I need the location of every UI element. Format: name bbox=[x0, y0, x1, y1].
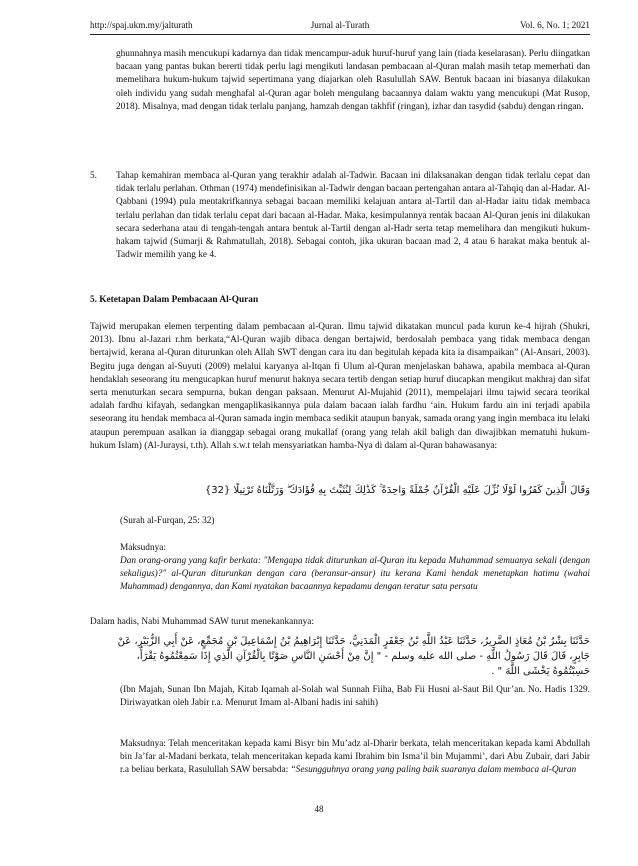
quran-verse-arabic: وَقَالَ الَّذِينَ كَفَرُوا لَوْلَا نُزِّلَ عَلَيْهِ الْقُرْآنُ جُمْلَةً وَاحِدَةً ۚ كَذَٰلِكَ لِنُثَبِّتَ بِهِ فُؤَادَكَ ۖ وَرَتَّلْنَاهُ تَرْتِيلًا {32} bbox=[204, 485, 590, 496]
page-header bbox=[90, 20, 590, 33]
hadith-translation bbox=[120, 738, 590, 778]
hadith-translation-label: Maksudnya: bbox=[120, 739, 166, 749]
journal-volume: Vol. 6, No. 1; 2021 bbox=[519, 20, 590, 30]
hadith-intro: Dalam hadis, Nabi Muhammad SAW turut menekankannya: bbox=[90, 617, 314, 627]
hadith-translation-plain: Telah menceritakan kepada kami Bisyr bin Mu’adz al-Dharir berkata, telah menceritakan kepada kami Abdullah bin Ja’far al-Madani berkata, telah menceritakan kepada kami Ibrahim bin Isma’il bin Mujammi’, dari Abu Zubair, dari Jabir r.a beliau berkata, Rasulullah SAW bersabda: bbox=[120, 739, 590, 776]
header-rule bbox=[90, 34, 590, 35]
section-paragraph: Tajwid merupakan elemen terpenting dalam pembacaan al-Quran. Ilmu tajwid dikatakan muncul pada kurun ke-4 hijrah (Shukri, 2013). Ibnu al-Jazari r.hm berkata,“Al-Quran wajib dibaca dengan bertajwid, berdosalah pembaca yang tidak membaca dengan bertajwid, kerana al-Quran diturunkan oleh Allah SWT dengan cara itu dan begitulah kepada kita ia disampaikan” (Al-Ansari, 2003). Begitu juga dengan al-Suyuti (2009) melalui karyanya al-Itqan fi Ulum al-Quran menjelaskan bahawa, apabila membaca al-Quran hendaklah seseorang itu mengucapkan huruf menurut haknya secara tertib dengan setiap huruf diucapkan mengikut makhraj dan sifat serta menuturkan secara sempurna, bukan dengan paksaan. Menurut Al-Mujahid (2011), mempelajari ilmu tajwid secara teorikal adalah fardhu kifayah, sedangkan mengaplikasikannya pula dalam bacaan ialah fardhu ‘ain. Hukum fardu ain ini terjadi apabila seseorang itu hendak membaca al-Quran samada ingin membaca sedikit ataupun banyak, samada orang yang ingin membaca itu lelaki ataupun perempuan asalkan ia dianggap sebagai orang mukallaf (orang yang telah akil baligh dan diwajibkan mematuhi hukum-hukum Islam) (Al-Juraysi, t.th). Allah s.w.t telah mensyariatkan hamba-Nya di dalam al-Quran bahawasanya: bbox=[90, 322, 590, 451]
verse-maksudnya-label: Maksudnya: bbox=[120, 543, 166, 553]
journal-url: http://spaj.ukm.my/jalturath bbox=[90, 20, 193, 30]
continued-paragraph: ghunnahnya masih mencukupi kadarnya dan tidak mencampur-aduk huruf-huruf yang lain (tiada keselarasan). Perlu diingatkan bacaan yang pantas bukan bererti tidak perlu lagi mengikuti landasan pembacaan al-Quran malah masih tetap memerhati dan memelihara hukum-hukum tajwid sepertimana yang diajarkan oleh Rasulullah SAW. Bentuk bacaan ini biasanya dilakukan oleh individu yang sudah menghafal al-Quran agar boleh mengulang bacaannya dalam waktu yang mencukupi (Mat Rusop, 2018). Misalnya, mad dengan tidak terlalu panjang, hamzah dengan takhfif (ringan), izhar dan tasydid (sabdu) dengan ringan. bbox=[116, 49, 590, 112]
list-item-5-text: Tahap kemahiran membaca al-Quran yang terakhir adalah al-Tadwir. Bacaan ini dilaksanakan dengan tidak terlalu cepat dan tidak terlalu perlahan. Othman (1974) mendefinisikan al-Tadwir dengan bacaan pertengahan antara al-Tahqiq dan al-Hadar. Al-Qabbani (1994) pula mentakrifkannya sebagai bacaan memiliki kelajuan antara al-Tartil dan al-Hadar iaitu tidak membaca terlalu perlahan dan tidak terlalu cepat dari bacaan al-Hadar. Maka, kesimpulannya rentak bacaan Al-Quran jenis ini dilakukan secara sederhana atau di tengah-tengah antara bentuk al-Tartil dengan al-Hadr serta tetap memelihara dan mengikuti hukum-hakam tajwid (Sumarji & Rahmatullah, 2018). Sebagai contoh, jika ukuran bacaan mad 2, 4 atau 6 harakat maka bentuk al-Tadwir memilih yang ke 4. bbox=[116, 171, 590, 261]
section-heading: 5. Ketetapan Dalam Pembacaan Al-Quran bbox=[90, 295, 259, 305]
verse-translation: Dan orang-orang yang kafir berkata: "Mengapa tidak diturunkan al-Quran itu kepada Muhammad semuanya sekali (dengan sekaligus)?" al-Quran diturunkan dengan cara (beransur-ansur) itu kerana Kami hendak menetapkan hatimu (wahai Muhammad) dengannya, dan Kami nyatakan bacaannya kepadamu dengan teratur satu persatu bbox=[120, 556, 590, 593]
list-item-number: 5. bbox=[90, 171, 97, 181]
hadith-arabic: حَدَّثَنَا بِشْرُ بْنُ مُعَاذٍ الضَّرِيرُ، حَدَّثَنَا عَبْدُ اللَّهِ بْنُ جَعْفَرٍ الْمَدَنِيُّ، حَدَّثَنَا إِبْرَاهِيمُ بْنُ إِسْمَاعِيلَ بْنِ مُجَمِّعٍ، عَنْ أَبِي الزُّبَيْرِ، عَنْ جَابِرٍ، قَالَ قَالَ رَسُولُ اللَّهِ - صلى الله عليه وسلم - " إِنَّ مِنْ أَحْسَنِ النَّاسِ صَوْتًا بِالْقُرْآنِ الَّذِي إِذَا سَمِعْتُمُوهُ يَقْرَأُ، حَسِبْتُمُوهُ يَخْشَى اللَّهَ " . bbox=[117, 636, 590, 677]
hadith-reference: (Ibn Majah, Sunan Ibn Majah, Kitab Iqamah al-Solah wal Sunnah Fiiha, Bab Fii Husni al-Saut Bil Qur’an. No. Hadis 1329. Diriwayatkan oleh Jabir r.a. Menurut Imam al-Albani hadis ini sahih) bbox=[120, 685, 590, 709]
journal-name: Jurnal al-Turath bbox=[310, 20, 370, 30]
page-number: 48 bbox=[314, 804, 324, 814]
hadith-translation-quote: “Sesungguhnya orang yang paling baik suaranya dalam membaca al-Quran bbox=[290, 765, 577, 776]
verse-reference: (Surah al-Furqan, 25: 32) bbox=[120, 516, 215, 526]
